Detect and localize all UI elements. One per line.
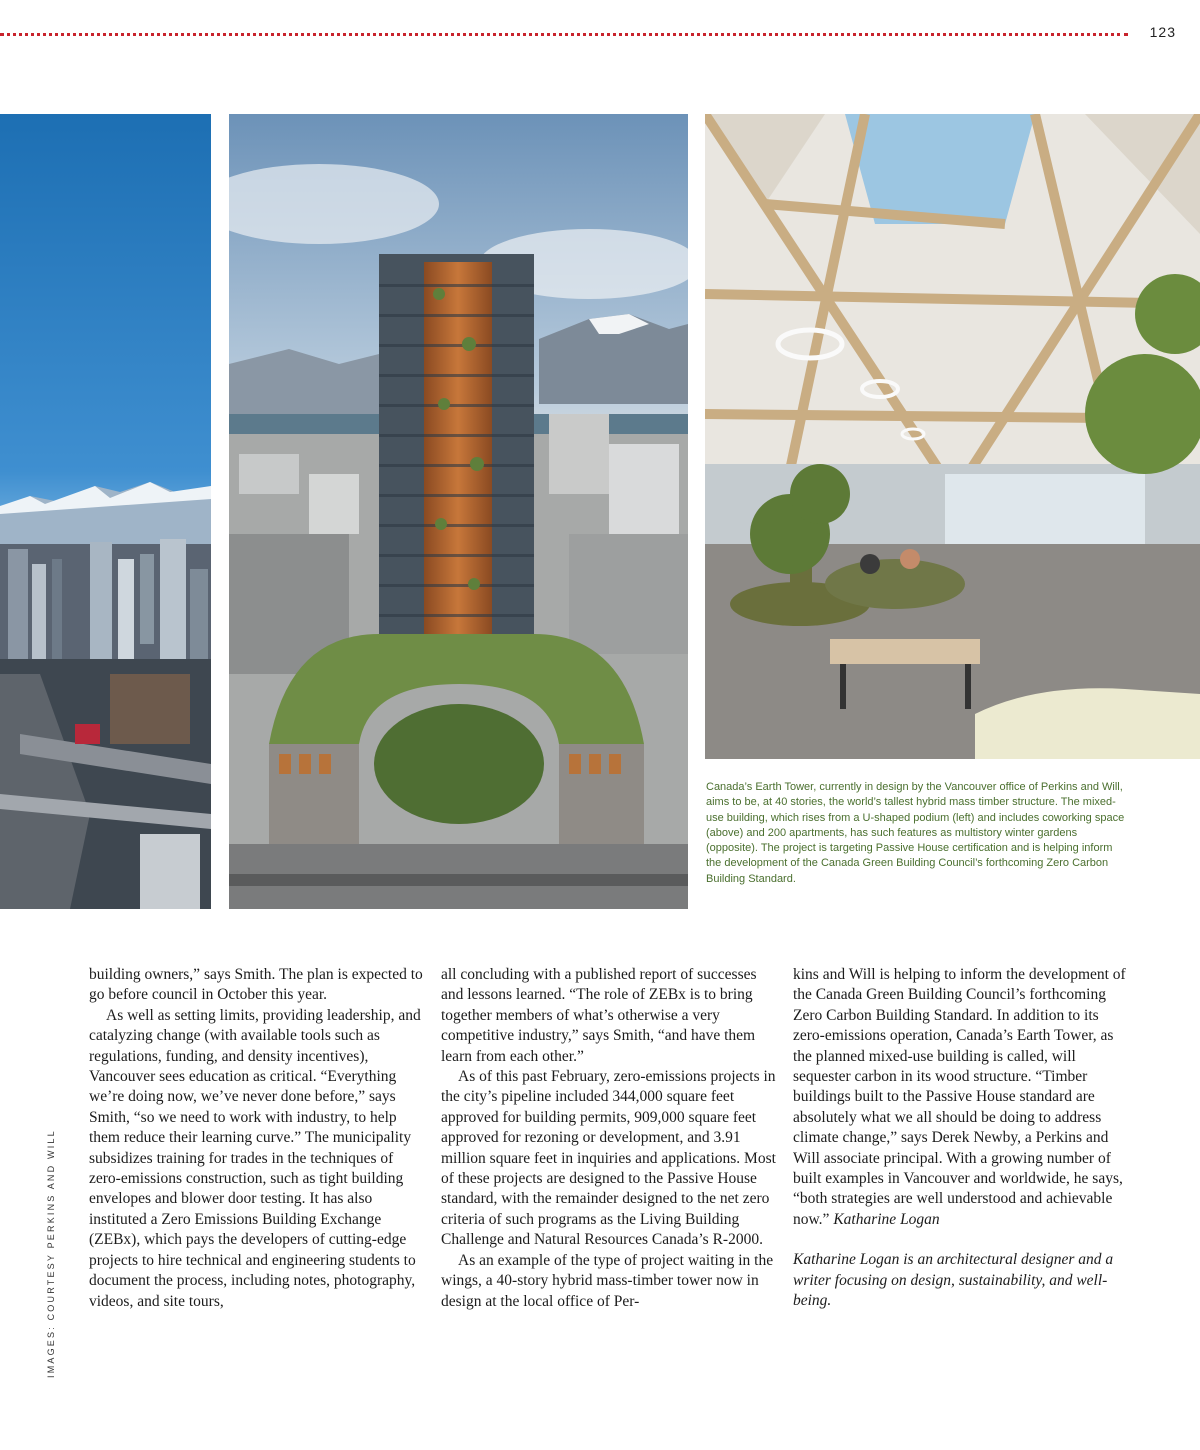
paragraph: As well as setting limits, providing leadership, and catalyzing change (with available tools such as regulations, funding, and density incentives), Vancouver sees education as critical. “Everything we’re doing now, we’ve never done before,” says Smith, “so we need to work with industry, to help them reduce their learning curve.” The municipality subsidizes training for trades in the techniques of zero-emissions construction, such as tight building envelopes and blower door testing. It has also instituted a Zero Emissions Building Exchange (ZEBx), which pays the developers of cutting-edge projects to hire technical and engineering students to document the process, including notes, photography, videos, and site tours, [89,1006,421,1310]
paragraph: As an example of the type of project waiting in the wings, a 40-story hybrid mass-timber tower now in design at the local office of Per- [441,1251,774,1310]
page-number: 123 [1149,24,1176,40]
paragraph-text: kins and Will is helping to inform the development of the Canada Green Building Council’s forthcoming Zero Carbon Building Standard. In addition to its zero-emissions operation, Canada’s Earth Tower, as the planned mixed-use building is called, will sequester carbon in its wood structure. “Timber buildings built to the Passive House standard are absolutely what we all should be doing to address climate change,” says Derek Newby, a Perkins and Will associate principal. With a growing number of built examples in Vancouver and worldwide, he says, “both strategies are well understood and achievable now.” [793,966,1126,1228]
skyline-photo [0,114,211,909]
article-column-3 [793,965,1133,1312]
article-column-2 [441,965,781,1312]
article-column-1 [89,965,429,1312]
author-bio: Katharine Logan is an architectural designer and a writer focusing on design, sustainability, and well-being. [793,1251,1114,1310]
tower-rendering-photo [229,114,688,909]
paragraph: As of this past February, zero-emissions projects in the city’s pipeline included 344,000 square feet approved for building permits, 909,000 square feet approved for rezoning or development, and 3.91 million square feet in inquiries and applications. Most of these projects are designed to the Passive House standard, with the remainder designed to the net zero criteria of such programs as the Living Building Challenge and Natural Resources Canada’s R-2000. [441,1068,776,1249]
photo-caption: Canada’s Earth Tower, currently in design by the Vancouver office of Perkins and Will, aims to be, at 40 stories, the world’s tallest hybrid mass timber structure. The mixed-use building, which rises from a U-shaped podium (left) and includes coworking space (above) and 200 apartments, has such features as multistory winter gardens (opposite). The project is targeting Passive House certification and is helping inform the development of the Canada Green Building Council’s forthcoming Zero Carbon Building Standard. [706,781,1125,885]
header-dotted-rule [0,33,1128,36]
image-credit: IMAGES: COURTESY PERKINS AND WILL [46,1129,56,1378]
interior-rendering-photo [705,114,1200,759]
author-signature: Katharine Logan [833,1210,940,1228]
paragraph: building owners,” says Smith. The plan is expected to go before council in October this year. [89,966,423,1004]
paragraph [793,965,1133,1230]
paragraph: all concluding with a published report of successes and lessons learned. “The role of ZEBx is to bring together members of what’s otherwise a very competitive industry,” says Smith, “and have them learn from each other.” [441,966,757,1065]
